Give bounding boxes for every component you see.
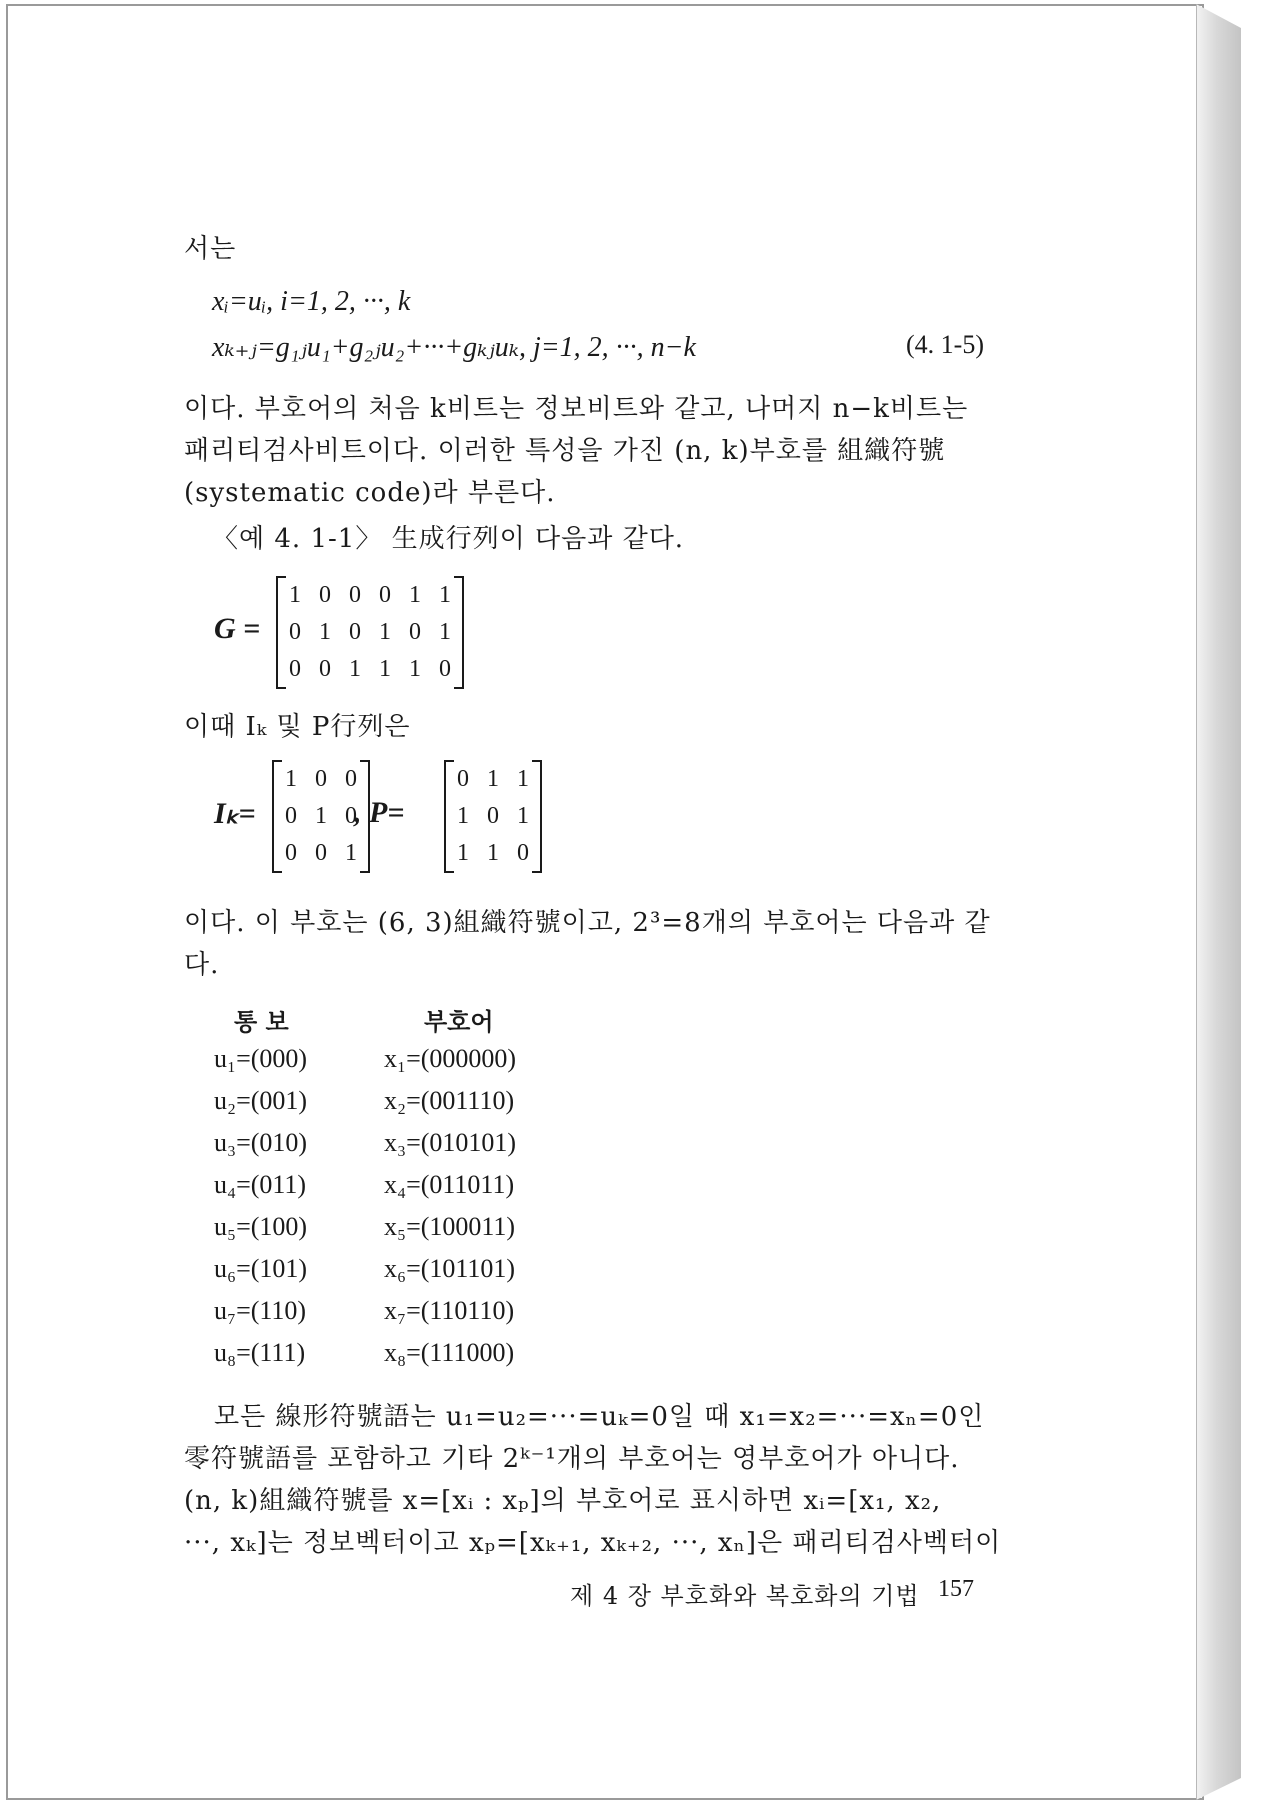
G-matrix-cell: 0 <box>379 582 391 608</box>
P-matrix-cell: 1 <box>457 803 469 829</box>
G-matrix-cell: 1 <box>409 582 421 608</box>
G-matrix-cell: 1 <box>289 582 301 608</box>
footer-chapter: 제 4 장 부호화와 복호화의 기법 <box>570 1582 920 1610</box>
paragraph-3-line-2: 零符號語를 포함하고 기타 2ᵏ⁻¹개의 부호어는 영부호어가 아니다. <box>184 1444 960 1474</box>
table-info-cell: u₈=(111) <box>214 1338 306 1367</box>
page-number: 157 <box>938 1576 974 1602</box>
table-header-info: 통 보 <box>234 1007 289 1036</box>
paragraph-3-line-4: ···, xₖ]는 정보벡터이고 xₚ=[xₖ₊₁, xₖ₊₂, ···, xₙ]은 패리티검사벡터이 <box>184 1528 1002 1558</box>
table-codeword-cell: x₂=(001110) <box>384 1086 515 1115</box>
P-matrix-cell: 1 <box>517 766 529 792</box>
table-codeword-cell: x₅=(100011) <box>384 1212 516 1241</box>
P-matrix-cell: 0 <box>517 840 529 866</box>
paragraph-1-line-2: 패리티검사비트이다. 이러한 특성을 가진 (n, k)부호를 組織符號 <box>184 436 946 466</box>
Ik-matrix-cell: 1 <box>285 766 297 792</box>
G-matrix-cell: 1 <box>409 656 421 682</box>
P-matrix <box>444 760 542 873</box>
G-matrix-cell: 1 <box>439 582 451 608</box>
P-matrix-cell: 1 <box>517 803 529 829</box>
book-spine <box>1196 4 1241 1800</box>
G-matrix-cell: 1 <box>379 619 391 645</box>
G-matrix-cell: 0 <box>289 619 301 645</box>
P-matrix-cell: 1 <box>487 840 499 866</box>
table-info-cell: u₃=(010) <box>214 1128 308 1157</box>
G-matrix-cell: 0 <box>439 656 451 682</box>
G-matrix-cell: 0 <box>409 619 421 645</box>
paragraph-2-line-1: 이다. 이 부호는 (6, 3)組織符號이고, 2³=8개의 부호어는 다음과 같 <box>184 908 991 938</box>
G-matrix-cell: 1 <box>349 656 361 682</box>
equation-number: (4. 1-5) <box>906 330 984 359</box>
paragraph-3-line-1: 모든 線形符號語는 u₁=u₂=···=uₖ=0일 때 x₁=x₂=···=xₙ=0인 <box>214 1402 985 1432</box>
G-matrix-cell: 0 <box>349 582 361 608</box>
paragraph-2-line-2: 다. <box>184 950 220 980</box>
Ik-matrix-cell: 0 <box>285 840 297 866</box>
table-codeword-cell: x₈=(111000) <box>384 1338 515 1367</box>
G-matrix-cell: 0 <box>319 656 331 682</box>
G-label: G = <box>214 612 261 645</box>
G-matrix-cell: 0 <box>289 656 301 682</box>
Ik-matrix-cell: 1 <box>345 840 357 866</box>
table-codeword-cell: x₁=(000000) <box>384 1044 517 1073</box>
intro-word: 서는 <box>184 234 237 264</box>
Ik-matrix-cell: 0 <box>285 803 297 829</box>
table-codeword-cell: x₄=(011011) <box>384 1170 515 1199</box>
table-info-cell: u₆=(101) <box>214 1254 308 1283</box>
equation-2: xₖ₊ⱼ=g₁ⱼu₁+g₂ⱼu₂+···+gₖⱼuₖ, j=1, 2, ···, n−k <box>212 332 696 363</box>
G-matrix-cell: 1 <box>379 656 391 682</box>
P-matrix-cell: 0 <box>457 766 469 792</box>
table-header-codeword: 부호어 <box>424 1007 494 1036</box>
G-matrix-cell: 0 <box>349 619 361 645</box>
Ik-matrix-cell: 0 <box>315 766 327 792</box>
ik-p-line: 이때 Iₖ 및 P行列은 <box>184 712 411 742</box>
P-label: , P= <box>354 796 405 829</box>
paragraph-1-line-1: 이다. 부호어의 처음 k비트는 정보비트와 같고, 나머지 n−k비트는 <box>184 394 969 424</box>
table-info-cell: u₅=(100) <box>214 1212 308 1241</box>
table-info-cell: u₇=(110) <box>214 1296 307 1325</box>
G-matrix <box>276 576 464 689</box>
table-codeword-cell: x₆=(101101) <box>384 1254 516 1283</box>
table-codeword-cell: x₇=(110110) <box>384 1296 515 1325</box>
G-matrix-cell: 1 <box>439 619 451 645</box>
P-matrix-cell: 0 <box>487 803 499 829</box>
Ik-matrix-cell: 1 <box>315 803 327 829</box>
G-matrix-cell: 1 <box>319 619 331 645</box>
paragraph-1-line-3: (systematic code)라 부른다. <box>184 478 556 508</box>
table-codeword-cell: x₃=(010101) <box>384 1128 517 1157</box>
table-info-cell: u₂=(001) <box>214 1086 308 1115</box>
Ik-matrix-cell: 0 <box>345 803 357 829</box>
equation-1: xᵢ=uᵢ, i=1, 2, ···, k <box>212 286 411 317</box>
paragraph-3-line-3: (n, k)組織符號를 x=[xᵢ : xₚ]의 부호어로 표시하면 xᵢ=[x₁, x₂, <box>184 1486 942 1516</box>
example-heading: 〈예 4. 1-1〉 生成行列이 다음과 같다. <box>212 524 685 554</box>
P-matrix-cell: 1 <box>457 840 469 866</box>
Ik-matrix-cell: 0 <box>315 840 327 866</box>
G-matrix-cell: 0 <box>319 582 331 608</box>
Ik-matrix-cell: 0 <box>345 766 357 792</box>
table-info-cell: u₄=(011) <box>214 1170 307 1199</box>
Ik-label: Iₖ= <box>214 797 256 830</box>
P-matrix-cell: 1 <box>487 766 499 792</box>
table-info-cell: u₁=(000) <box>214 1044 308 1073</box>
